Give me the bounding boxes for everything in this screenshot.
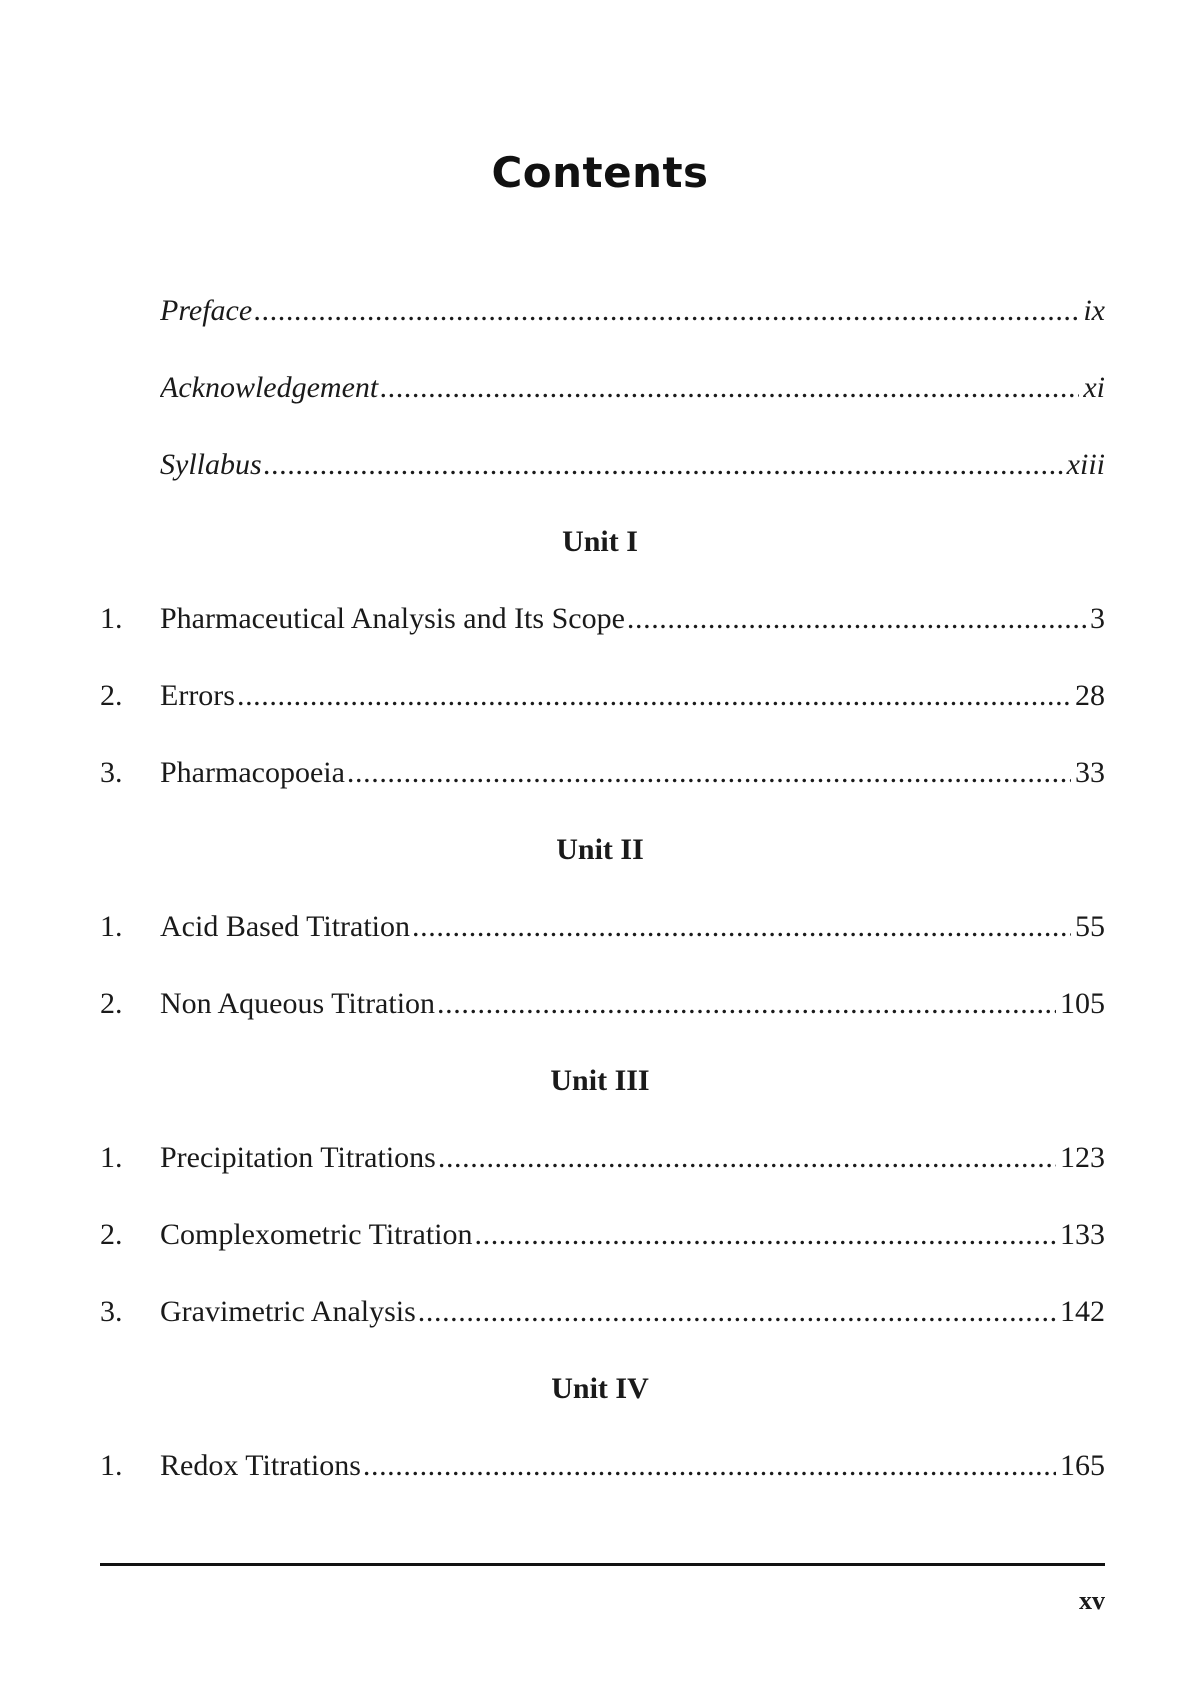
chapter-number: 2. [100,987,123,1020]
toc-entry-title: Preface [160,294,253,327]
chapter-number: 2. [100,679,123,712]
chapter-page: 123 [1060,1141,1105,1174]
chapter-title: Redox Titrations [160,1449,361,1482]
chapter-page: 133 [1060,1218,1105,1251]
chapter-page: 142 [1060,1295,1105,1328]
dot-leader [264,446,1063,484]
chapter-page: 55 [1075,910,1105,943]
dot-leader [412,908,1071,946]
dot-leader [254,292,1079,330]
chapter-number: 3. [100,1295,123,1328]
toc-chapter-entry[interactable] [0,754,1200,831]
dot-leader [237,677,1071,715]
dot-leader [438,1139,1056,1177]
toc-chapter-entry[interactable] [0,1216,1200,1293]
dot-leader [418,1293,1056,1331]
unit-heading: Unit II [556,833,644,866]
dot-leader [347,754,1071,792]
toc-entry-page: xi [1083,371,1105,404]
chapter-title: Pharmaceutical Analysis and Its Scope [160,602,625,635]
dot-leader [627,600,1086,638]
dot-leader [363,1447,1056,1485]
toc-entry-page: ix [1083,294,1105,327]
toc-chapter-entry[interactable] [0,908,1200,985]
chapter-title: Non Aqueous Titration [160,987,436,1020]
toc-chapter-entry[interactable] [0,600,1200,677]
page-number: xv [1079,1586,1105,1615]
toc-entry-title: Syllabus [160,448,262,481]
dot-leader [437,985,1056,1023]
chapter-number: 1. [100,602,123,635]
toc-chapter-entry[interactable] [0,1139,1200,1216]
chapter-page: 3 [1090,602,1105,635]
toc-entry-title: Acknowledgement [160,371,379,404]
table-of-contents [0,292,1200,1524]
chapter-number: 2. [100,1218,123,1251]
chapter-title: Gravimetric Analysis [160,1295,416,1328]
dot-leader [380,369,1079,407]
toc-entry-preface[interactable] [0,292,1200,369]
chapter-page: 33 [1075,756,1105,789]
chapter-number: 3. [100,756,123,789]
dot-leader [475,1216,1057,1254]
chapter-number: 1. [100,910,123,943]
toc-entry-acknowledgement[interactable] [0,369,1200,446]
toc-chapter-entry[interactable] [0,677,1200,754]
toc-chapter-entry[interactable] [0,985,1200,1062]
page-title: Contents [491,148,709,197]
chapter-page: 165 [1060,1449,1105,1482]
footer-rule [100,1563,1105,1566]
chapter-title: Pharmacopoeia [160,756,345,789]
toc-chapter-entry[interactable] [0,1447,1200,1524]
chapter-number: 1. [100,1449,123,1482]
toc-entry-syllabus[interactable] [0,446,1200,523]
chapter-page: 105 [1060,987,1105,1020]
unit-heading: Unit III [550,1064,650,1097]
toc-chapter-entry[interactable] [0,1293,1200,1370]
chapter-title: Precipitation Titrations [160,1141,436,1174]
chapter-number: 1. [100,1141,123,1174]
toc-entry-page: xiii [1066,448,1105,481]
chapter-title: Errors [160,679,235,712]
chapter-title: Acid Based Titration [160,910,411,943]
chapter-page: 28 [1075,679,1105,712]
unit-heading: Unit I [562,525,638,558]
chapter-title: Complexometric Titration [160,1218,473,1251]
unit-heading: Unit IV [551,1372,649,1405]
